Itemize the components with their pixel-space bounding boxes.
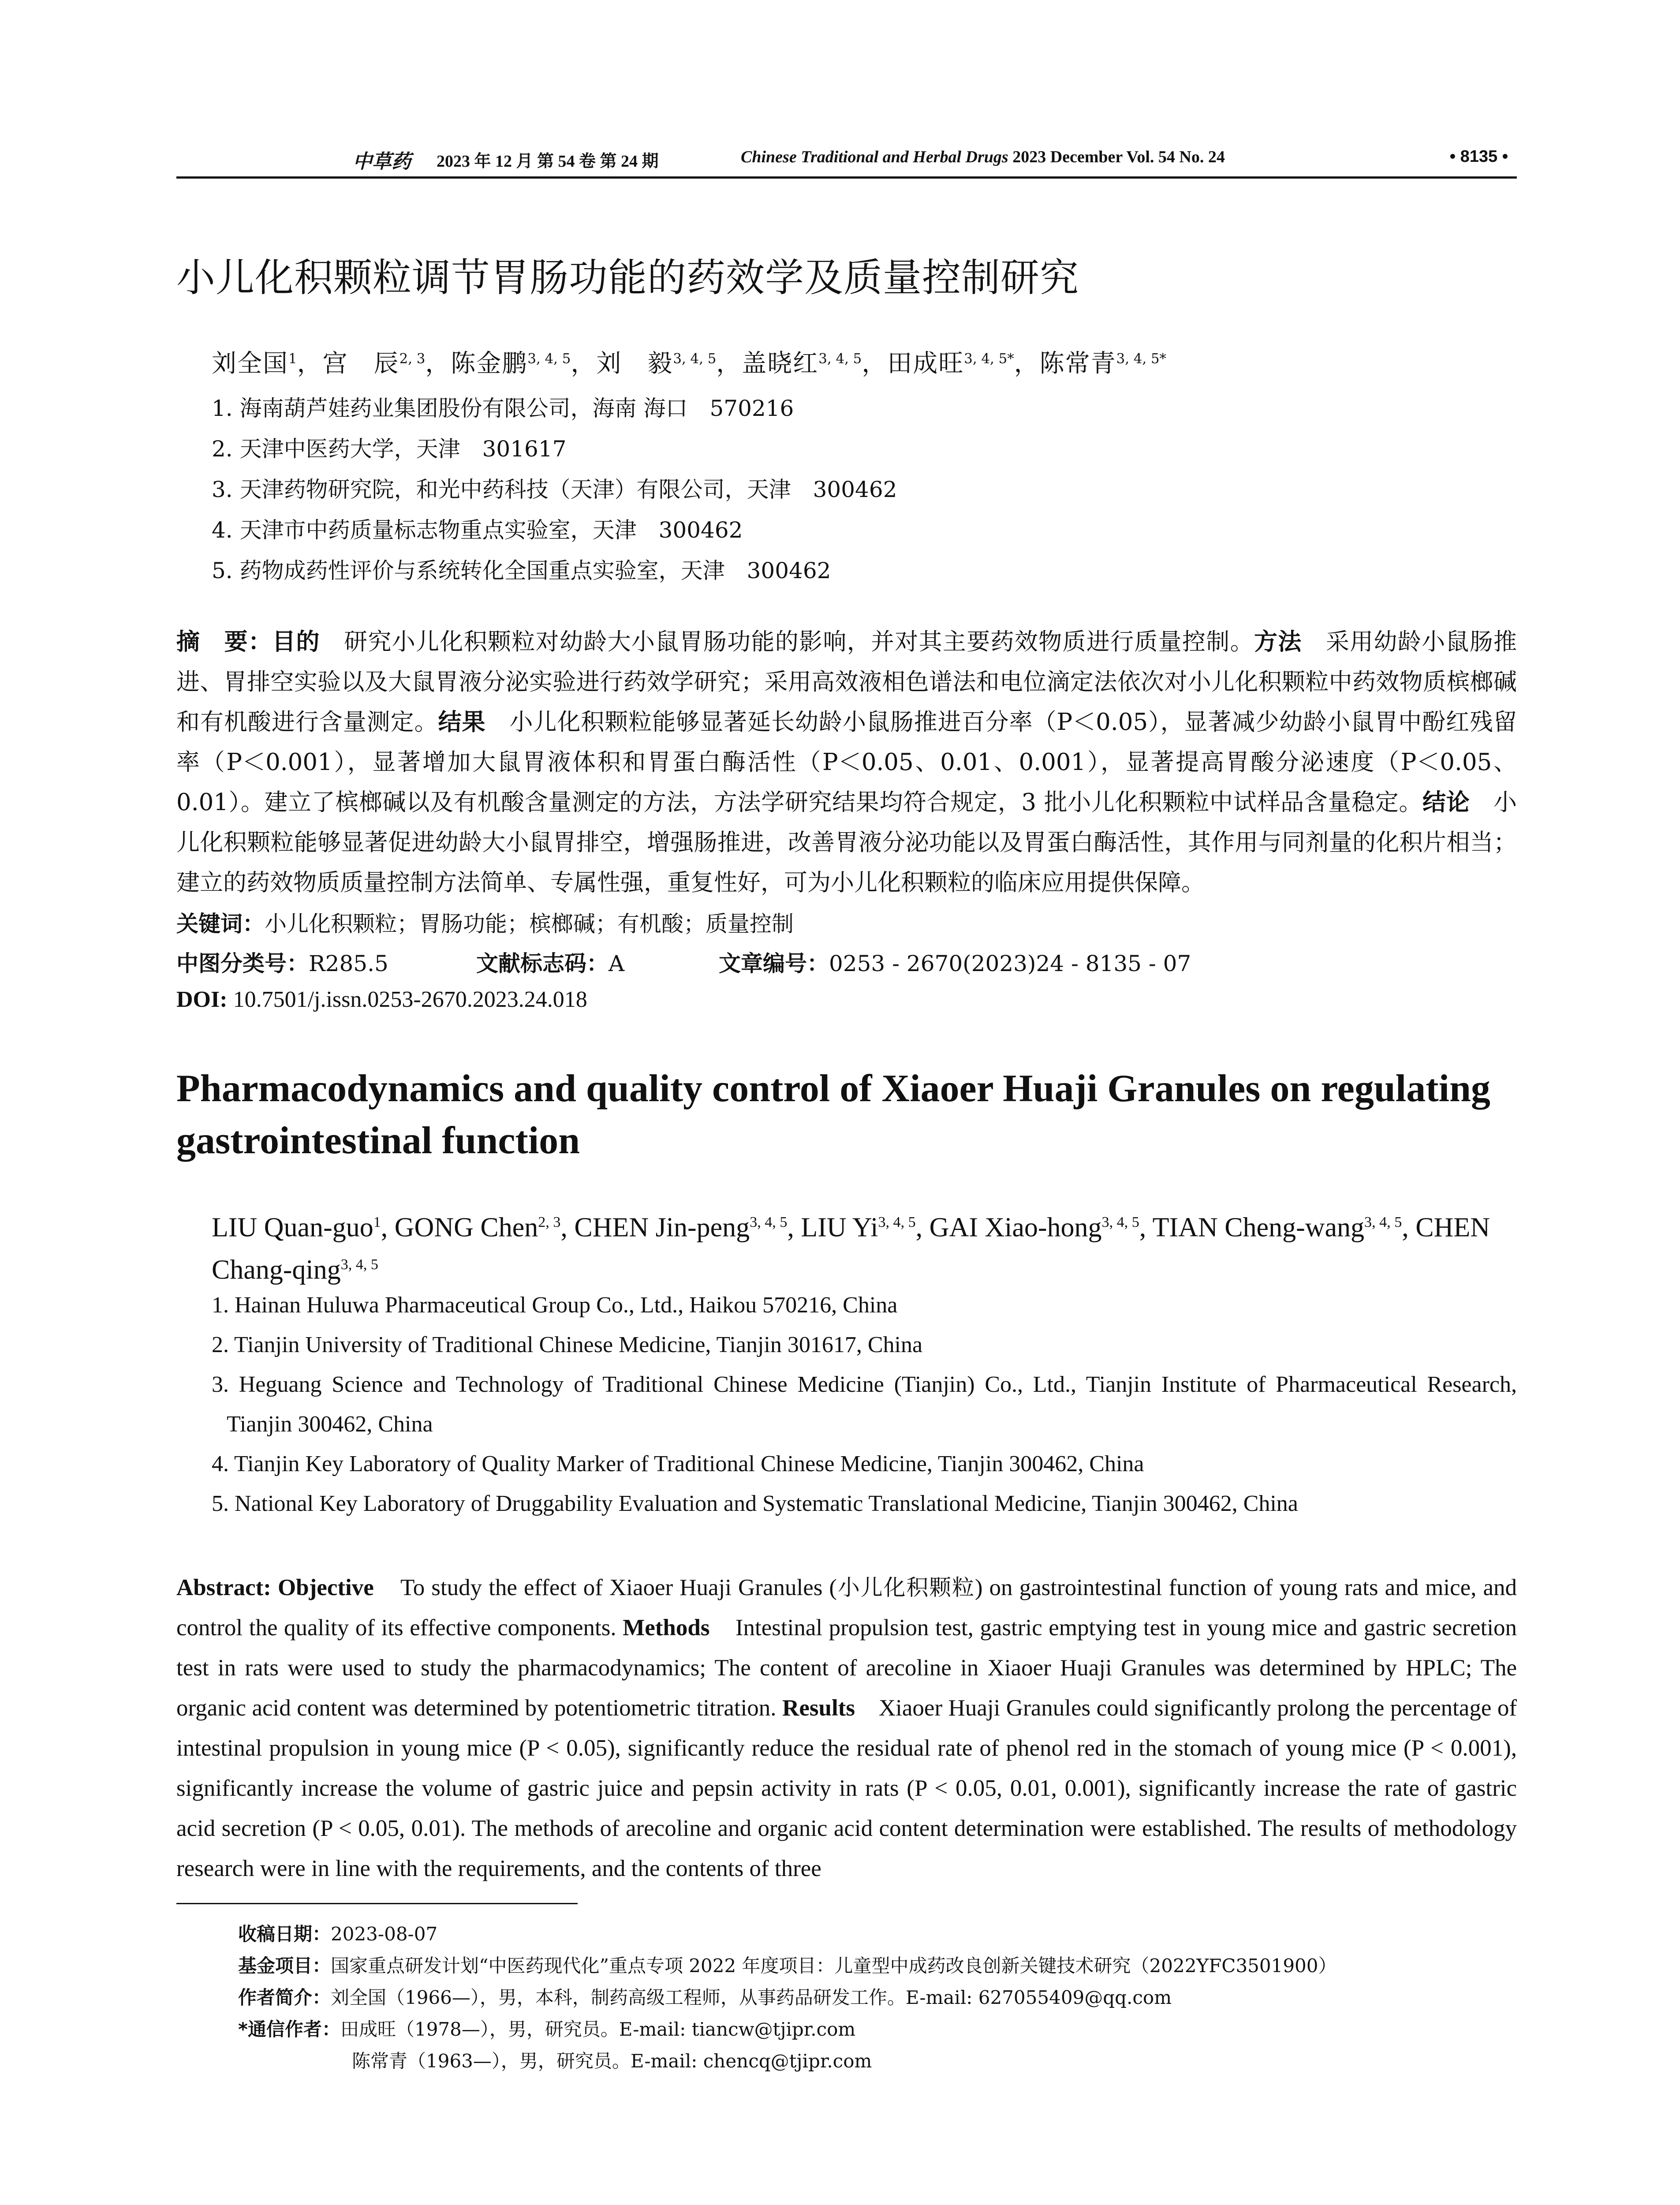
cn-author-aff: 3, 4, 5* xyxy=(1116,351,1166,367)
corr-author-2: 陈常青（1963—），男，研究员。E-mail: chencq@tjipr.com xyxy=(352,2050,872,2072)
cn-conclusion-label: 结论 xyxy=(1422,789,1470,816)
en-objective-cjk: 小儿化积颗粒 xyxy=(837,1575,975,1600)
bio-label: 作者简介： xyxy=(238,1987,331,2008)
footnote-corresponding xyxy=(238,2014,1517,2045)
cn-author-aff: 1 xyxy=(288,351,297,367)
footnotes xyxy=(238,1918,1517,2077)
header-rule xyxy=(176,176,1517,179)
clc-value: R285.5 xyxy=(309,951,388,976)
cn-author-name: 刘全国 xyxy=(212,349,288,378)
cn-affiliation: 3. 天津药物研究院，和光中药科技（天津）有限公司，天津 300462 xyxy=(212,477,897,502)
cn-objective-text: 研究小儿化积颗粒对幼龄大小鼠胃肠功能的影响，并对其主要药效物质进行质量控制。 xyxy=(320,628,1254,655)
cn-author-name: 刘 毅 xyxy=(596,349,673,378)
article-no-label: 文章编号： xyxy=(719,951,829,976)
footnote-received xyxy=(238,1918,1517,1950)
cn-affiliations xyxy=(212,388,897,591)
clc-segment xyxy=(176,946,388,978)
en-author-name: GONG Chen xyxy=(394,1212,538,1243)
en-author-name: LIU Quan-guo xyxy=(212,1212,373,1243)
en-affiliation: 4. Tianjin Key Laboratory of Quality Marker of Traditional Chinese Medicine, Tianjin 300462, China xyxy=(212,1451,1144,1476)
doc-code-label: 文献标志码： xyxy=(476,951,609,976)
en-author-aff: 2, 3 xyxy=(538,1214,561,1230)
bio-text: 刘全国（1966—），男，本科，制药高级工程师，从事药品研发工作。E-mail: 627055409@qq.com xyxy=(331,1987,1172,2008)
received-date: 2023-08-07 xyxy=(331,1923,438,1945)
doc-code-value: A xyxy=(609,951,625,976)
cn-keywords-text: 小儿化积颗粒；胃肠功能；槟榔碱；有机酸；质量控制 xyxy=(265,911,794,937)
en-authors: LIU Quan-guo$^1$, GONG Chen$^{2, 3}$, CHEN Jin-peng$^{3, 4, 5}$, LIU Yi$^{3, 4, 5}$, GAI Xiao-hong$^{3, 4, 5}$, TIAN Cheng-wang$^{3, 4, 5}$, CHEN Chang-qing$^{3, 4, 5}$ xyxy=(212,1212,1490,1285)
en-results-text: Xiaoer Huaji Granules could significantly prolong the percentage of intestinal propulsion in young mice (P < 0.05), significantly reduce the residual rate of phenol red in the stomach of young mice (P < 0.001), significantly increase the volume of gastric juice and pepsin activity in rats (P < 0.05, 0.01, 0.001), significantly increase the rate of gastric acid secretion (P < 0.05, 0.01). The methods of arecoline and organic acid content determination were established. The results of methodology research were in line with the requirements, and the contents of three xyxy=(176,1695,1517,1881)
en-author-aff: 1 xyxy=(373,1214,381,1230)
fund-text: 国家重点研发计划“中医药现代化”重点专项 2022 年度项目：儿童型中成药改良创新关键技术研究（2022YFC3501900） xyxy=(331,1955,1337,1977)
en-journal-name: Chinese Traditional and Herbal Drugs xyxy=(741,148,1008,166)
cn-affiliation: 2. 天津中医药大学，天津 301617 xyxy=(212,436,567,462)
en-author-aff: 3, 4, 5 xyxy=(750,1214,788,1230)
cn-issue-info: 2023 年 12 月 第 54 卷 第 24 期 xyxy=(437,152,659,171)
en-affiliation: 3. Heguang Science and Technology of Traditional Chinese Medicine (Tianjin) Co., Ltd., Tianjin Institute of Pharmaceutical Research, Tianjin 300462, China xyxy=(212,1372,1517,1437)
en-author-name: TIAN Cheng-wang xyxy=(1152,1212,1365,1243)
article-no-segment xyxy=(719,946,1191,978)
cn-authors: 刘全国$^1$，宫 辰$^{2, 3}$，陈金鹏$^{3, 4, 5}$，刘 毅$^{3, 4, 5}$，盖晓红$^{3, 4, 5}$，田成旺$^{3, 4, 5*}$，陈常青$^{3, 4, 5*}$ xyxy=(212,349,1166,378)
cn-author-aff: 2, 3 xyxy=(399,351,426,367)
en-issue-date: 2023 December Vol. 54 No. 24 xyxy=(1012,148,1225,166)
cn-title: 小儿化积颗粒调节胃肠功能的药效学及质量控制研究 xyxy=(176,255,1079,300)
en-objective-text-a: To study the effect of Xiaoer Huaji Granules ( xyxy=(400,1575,837,1600)
en-affiliation: 5. National Key Laboratory of Druggability Evaluation and Systematic Translational Medicine, Tianjin 300462, China xyxy=(212,1491,1298,1516)
cn-author-aff: 3, 4, 5 xyxy=(527,351,571,367)
en-abstract xyxy=(176,1568,1517,1889)
en-methods-text: Intestinal propulsion test, gastric emptying test in young mice and gastric secretion test in rats were used to study the pharmacodynamics; The content of arecoline in Xiaoer Huaji Granules was determined by HPLC; The organic acid content was determined by potentiometric titration. xyxy=(176,1615,1517,1721)
en-affiliations xyxy=(212,1286,1517,1524)
doi-value[interactable]: 10.7501/j.issn.0253-2670.2023.24.018 xyxy=(227,987,587,1012)
corr-label: *通信作者： xyxy=(238,2018,340,2040)
en-abstract-label: Abstract: xyxy=(176,1575,271,1600)
cn-author-aff: 3, 4, 5 xyxy=(818,351,862,367)
en-affiliation: 2. Tianjin University of Traditional Chinese Medicine, Tianjin 301617, China xyxy=(212,1332,923,1357)
en-results-label: Results xyxy=(782,1695,855,1721)
fund-label: 基金项目： xyxy=(238,1955,331,1977)
en-affiliation: 1. Hainan Huluwa Pharmaceutical Group Co., Ltd., Haikou 570216, China xyxy=(212,1293,898,1318)
en-issue-info xyxy=(741,147,1225,167)
cn-abstract-label: 摘 要： xyxy=(176,628,273,655)
en-author-name: CHEN Chang-qing xyxy=(212,1212,1490,1285)
cn-author-name: 盖晓红 xyxy=(742,349,819,378)
en-methods-label: Methods xyxy=(623,1615,710,1641)
cn-keywords xyxy=(176,906,794,938)
en-author-aff: 3, 4, 5 xyxy=(340,1256,378,1273)
clc-label: 中图分类号： xyxy=(176,951,309,976)
cn-methods-label: 方法 xyxy=(1254,628,1302,655)
cn-methods-text: 采用幼龄小鼠肠推进、胃排空实验以及大鼠胃液分泌实验进行药效学研究；采用高效液相色谱法和电位滴定法依次对小儿化积颗粒中药效物质槟榔碱和有机酸进行含量测定。 xyxy=(176,628,1517,736)
cn-conclusion-text: 小儿化积颗粒能够显著促进幼龄大小鼠胃排空，增强肠推进，改善胃液分泌功能以及胃蛋白酶活性，其作用与同剂量的化积片相当；建立的药效物质质量控制方法简单、专属性强，重复性好，可为小儿化积颗粒的临床应用提供保障。 xyxy=(176,789,1517,896)
en-author-name: LIU Yi xyxy=(801,1212,878,1243)
doi-label: DOI: xyxy=(176,987,228,1012)
doc-code-segment xyxy=(476,946,624,978)
journal-logo: 中草药 xyxy=(353,150,411,173)
running-header xyxy=(176,146,1517,172)
corr-author-1: 田成旺（1978—），男，研究员。E-mail: tiancw@tjipr.com xyxy=(340,2018,856,2040)
en-title: Pharmacodynamics and quality control of Xiaoer Huaji Granules on regulating gastrointestinal function xyxy=(176,1067,1490,1162)
en-objective-label: Objective xyxy=(277,1575,374,1600)
en-author-name: GAI Xiao-hong xyxy=(929,1212,1102,1243)
cn-author-name: 宫 辰 xyxy=(322,349,399,378)
cn-objective-label: 目的 xyxy=(272,628,320,655)
cn-affiliation: 4. 天津市中药质量标志物重点实验室，天津 300462 xyxy=(212,517,743,543)
en-author-name: CHEN Jin-peng xyxy=(574,1212,750,1243)
received-label: 收稿日期： xyxy=(238,1923,331,1945)
page-number: • 8135 • xyxy=(1449,147,1508,166)
cn-affiliation: 1. 海南葫芦娃药业集团股份有限公司，海南 海口 570216 xyxy=(212,396,794,421)
article-no-value: 0253 - 2670(2023)24 - 8135 - 07 xyxy=(829,951,1191,976)
cn-affiliation: 5. 药物成药性评价与系统转化全国重点实验室，天津 300462 xyxy=(212,558,831,583)
en-author-aff: 3, 4, 5 xyxy=(1101,1214,1139,1230)
cn-keywords-label: 关键词： xyxy=(176,911,265,937)
cn-author-name: 陈金鹏 xyxy=(451,349,528,378)
en-author-aff: 3, 4, 5 xyxy=(1364,1214,1402,1230)
footnote-author-bio xyxy=(238,1982,1517,2014)
cn-author-name: 田成旺 xyxy=(887,349,964,378)
en-author-aff: 3, 4, 5 xyxy=(878,1214,916,1230)
footnote-corresponding-2 xyxy=(238,2045,1517,2077)
cn-abstract xyxy=(176,622,1517,903)
en-objective-text-b: ) on gastrointestinal function of young rats and mice, and control the quality of its effective components. xyxy=(176,1575,1517,1641)
cn-author-name: 陈常青 xyxy=(1039,349,1116,378)
footnote-rule xyxy=(176,1903,578,1904)
footnote-fund xyxy=(238,1950,1517,1982)
cn-results-text: 小儿化积颗粒能够显著延长幼龄小鼠肠推进百分率（P＜0.05），显著减少幼龄小鼠胃中酚红残留率（P＜0.001），显著增加大鼠胃液体积和胃蛋白酶活性（P＜0.05、0.01、0.001），显著提高胃酸分泌速度（P＜0.05、0.01）。建立了槟榔碱以及有机酸含量测定的方法，方法学研究结果均符合规定，3 批小儿化积颗粒中试样品含量稳定。 xyxy=(176,709,1517,816)
cn-author-aff: 3, 4, 5* xyxy=(964,351,1014,367)
doi-line xyxy=(176,987,587,1013)
cn-author-aff: 3, 4, 5 xyxy=(673,351,717,367)
cn-results-label: 结果 xyxy=(438,709,486,736)
